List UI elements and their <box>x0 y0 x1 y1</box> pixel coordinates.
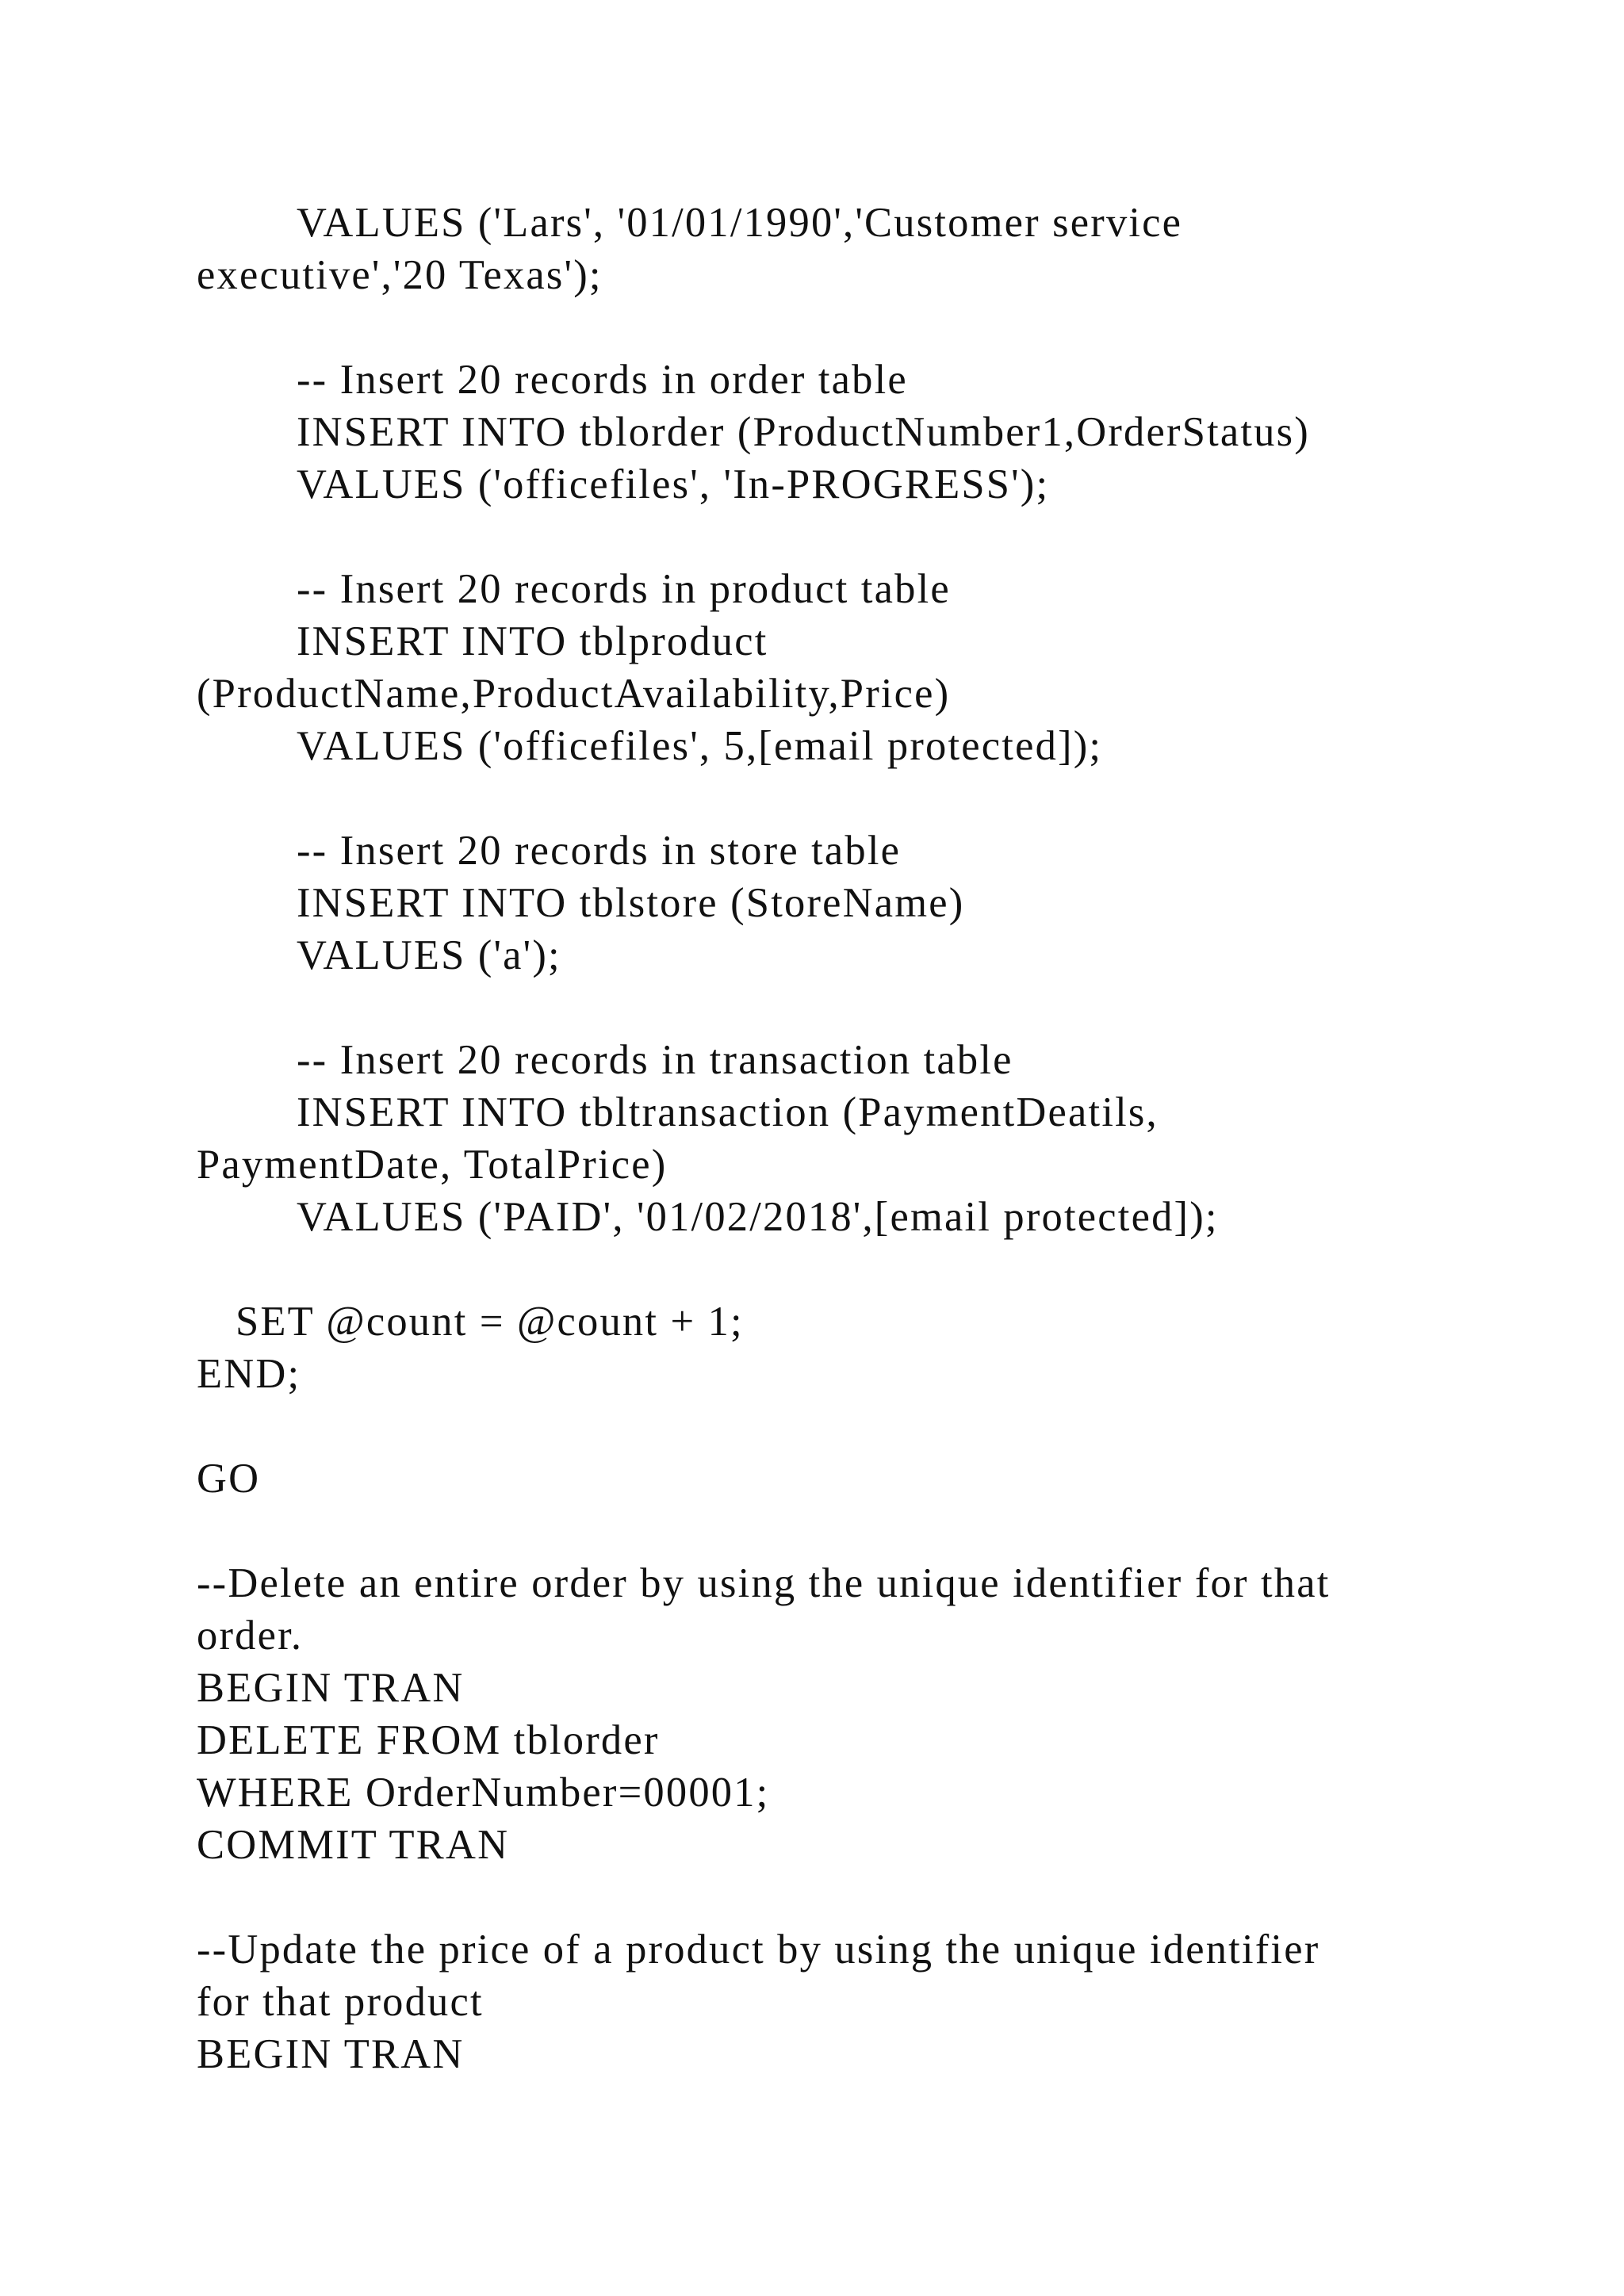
code-line: PaymentDate, TotalPrice) <box>197 1142 668 1188</box>
code-line: VALUES ('Lars', '01/01/1990','Customer service <box>297 200 1183 246</box>
code-line: DELETE FROM tblorder <box>197 1717 660 1763</box>
comment-line: --Update the price of a product by using the unique identifier <box>197 1927 1320 1973</box>
code-line: VALUES ('officefiles', 'In-PROGRESS'); <box>297 461 1050 507</box>
comment-line: -- Insert 20 records in product table <box>297 566 951 612</box>
comment-line: order. <box>197 1613 304 1659</box>
code-line: VALUES ('officefiles', 5,[email protected]); <box>297 723 1103 769</box>
code-line: VALUES ('PAID', '01/02/2018',[email protected]); <box>297 1194 1219 1240</box>
code-line: BEGIN TRAN <box>197 1665 465 1711</box>
code-line: INSERT INTO tblorder (ProductNumber1,OrderStatus) <box>297 409 1310 455</box>
code-line: (ProductName,ProductAvailability,Price) <box>197 671 951 717</box>
code-line: SET @count = @count + 1; <box>236 1299 744 1345</box>
code-line: executive','20 Texas'); <box>197 252 603 298</box>
code-line: WHERE OrderNumber=00001; <box>197 1770 770 1816</box>
comment-line: --Delete an entire order by using the unique identifier for that <box>197 1560 1331 1606</box>
code-line: VALUES ('a'); <box>297 932 561 978</box>
code-line: END; <box>197 1351 301 1397</box>
comment-line: -- Insert 20 records in transaction table <box>297 1037 1013 1083</box>
code-line: INSERT INTO tblstore (StoreName) <box>297 880 965 926</box>
code-line: INSERT INTO tbltransaction (PaymentDeatils, <box>297 1089 1159 1135</box>
code-line: BEGIN TRAN <box>197 2031 465 2077</box>
code-line: INSERT INTO tblproduct <box>297 618 768 664</box>
comment-line: -- Insert 20 records in store table <box>297 828 902 874</box>
comment-line: for that product <box>197 1979 484 2025</box>
code-line: GO <box>197 1456 261 1502</box>
comment-line: -- Insert 20 records in order table <box>297 357 908 403</box>
code-line: COMMIT TRAN <box>197 1822 510 1868</box>
